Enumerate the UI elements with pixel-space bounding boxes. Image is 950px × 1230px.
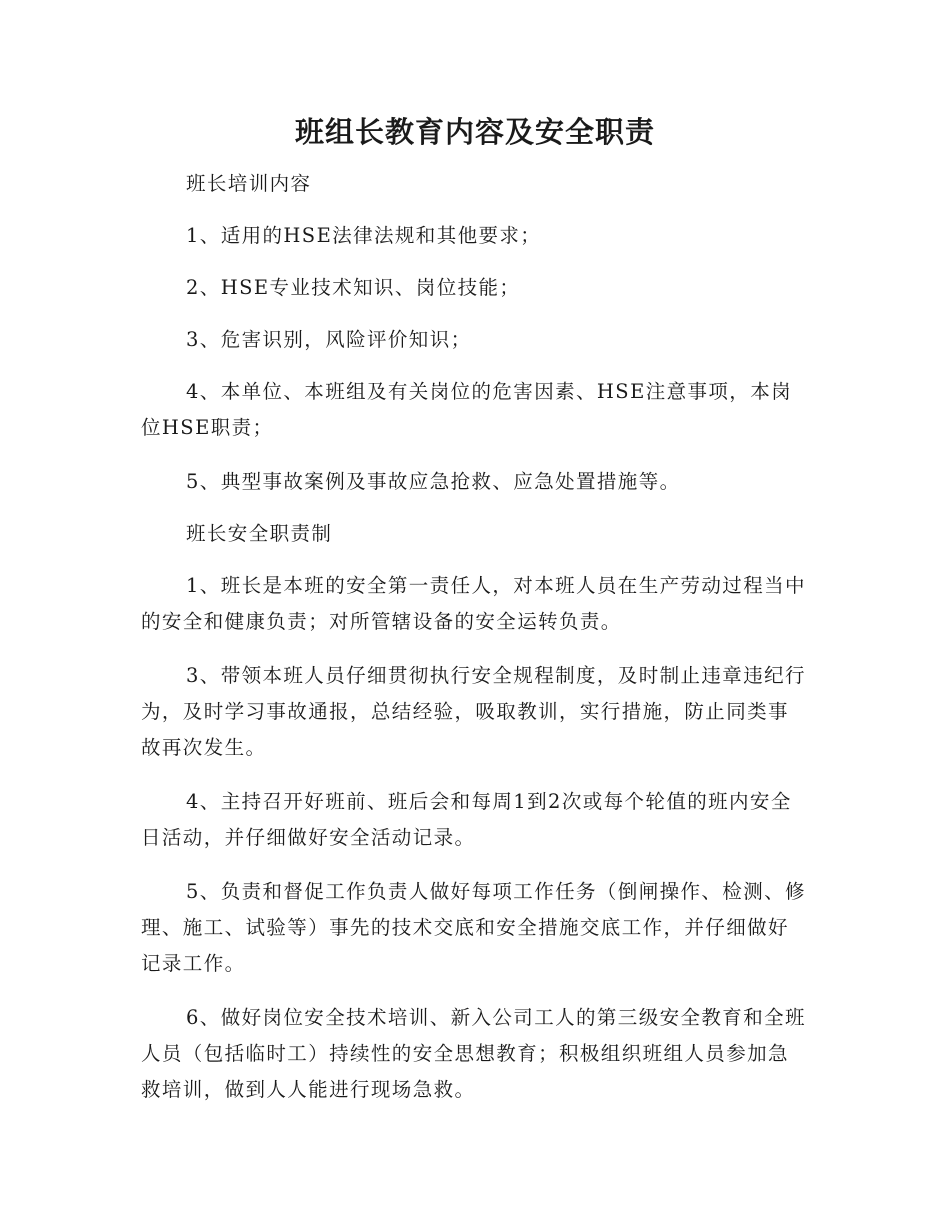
duty-item-4: 4、主持召开好班前、班后会和每周1到2次或每个轮值的班内安全日活动，并仔细做好安全活动记录。 bbox=[141, 790, 792, 849]
training-item-1: 1、适用的HSE法律法规和其他要求； bbox=[186, 224, 542, 247]
training-item-4: 4、本单位、本班组及有关岗位的危害因素、HSE注意事项，本岗位HSE职责； bbox=[141, 380, 793, 439]
section-heading-training: 班长培训内容 bbox=[186, 172, 312, 195]
section-heading-duties: 班长安全职责制 bbox=[186, 522, 333, 545]
document-title: 班组长教育内容及安全职责 bbox=[294, 115, 655, 149]
training-item-5: 5、典型事故案例及事故应急抢救、应急处置措施等。 bbox=[186, 470, 681, 493]
training-item-2: 2、HSE专业技术知识、岗位技能； bbox=[186, 276, 521, 299]
training-item-3: 3、危害识别，风险评价知识； bbox=[186, 328, 472, 351]
duty-item-6: 6、做好岗位安全技术培训、新入公司工人的第三级安全教育和全班人员（包括临时工）持续性的安全思想教育；积极组织班组人员参加急救培训，做到人人能进行现场急救。 bbox=[141, 1006, 806, 1101]
duty-item-3: 3、带领本班人员仔细贯彻执行安全规程制度，及时制止违章违纪行为，及时学习事故通报，总结经验，吸取教训，实行措施，防止同类事故再次发生。 bbox=[141, 664, 806, 759]
duty-item-1: 1、班长是本班的安全第一责任人，对本班人员在生产劳动过程当中的安全和健康负责；对所管辖设备的安全运转负责。 bbox=[141, 574, 806, 633]
duty-item-5: 5、负责和督促工作负责人做好每项工作任务（倒闸操作、检测、修理、施工、试验等）事先的技术交底和安全措施交底工作，并仔细做好记录工作。 bbox=[141, 880, 806, 975]
